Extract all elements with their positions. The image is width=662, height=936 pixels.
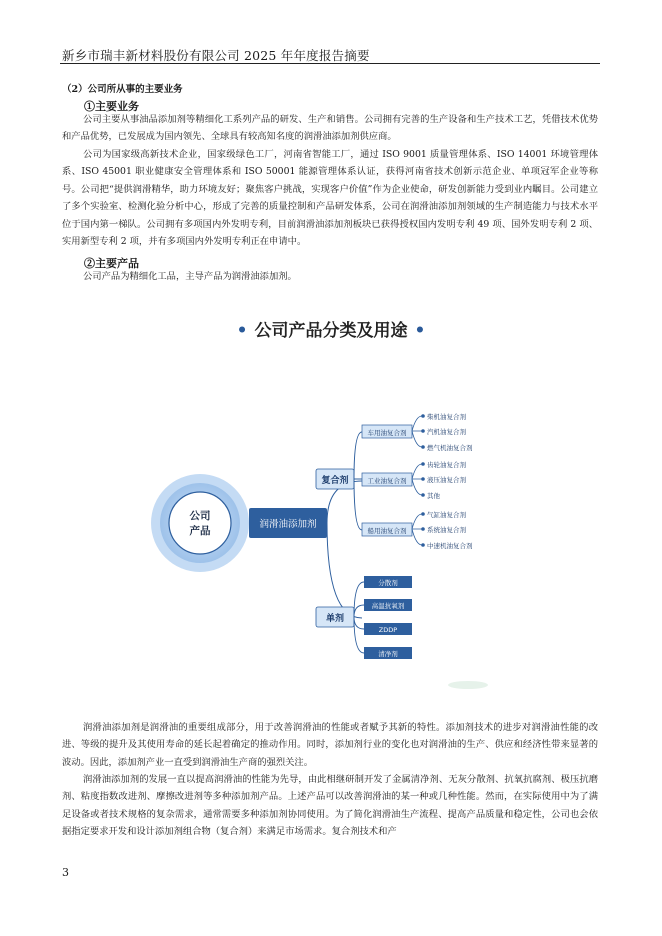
main-business-paragraph-2: 公司为国家级高新技术企业，国家级绿色工厂，河南省智能工厂，通过 ISO 9001 质量管理体系、ISO 14001 环境管理体系、ISO 45001 职业健康安全管理体系和 ISO 50001 能源管理体系认证，获得河南省技术创新示范企业、单项冠军企业等称号。公司把“提供润滑精华，助力环境友好；聚焦客户挑战，实现客户价值”作为企业使命，研发创新能力受到业内瞩目。公司建立了多个实验室、检测化验分析中心，形成了完善的质量控制和产品研发体系，公司在润滑油添加剂领域的生产制造能力与技术水平位于国内第一梯队。公司拥有多项国内外发明专利，目前润滑油添加剂板块已获得授权国内发明专利 49 项、国外发明专利 2 项、实用新型专利 2 项，并有多项国内外发明专利正在申请中。	[62, 149, 598, 248]
header-divider	[60, 63, 600, 64]
single-node-label: 单剂	[325, 614, 345, 624]
item-marine-3: 中速机油复合剂	[427, 542, 473, 550]
item-marine-1: 气缸油复合剂	[427, 511, 466, 519]
title-bullet-right: •	[414, 321, 426, 341]
single-item-3: ZDDP	[378, 626, 398, 634]
main-products-heading: ②主要产品	[84, 257, 139, 270]
connector-single-1	[354, 582, 364, 617]
single-item-4: 清净剂	[378, 650, 398, 658]
bullet-vehicle-1	[421, 414, 425, 418]
bullet-industrial-1	[421, 462, 425, 466]
bullet-marine-3	[421, 543, 425, 547]
diagram-title-text: 公司产品分类及用途	[254, 321, 408, 341]
bullet-industrial-2	[421, 477, 425, 481]
connector-single	[327, 523, 362, 618]
connector-single-4	[354, 617, 364, 653]
root-inner-circle	[169, 492, 231, 554]
bullet-industrial-3	[421, 493, 425, 497]
connector-single-3	[354, 617, 364, 629]
section-title: （2）公司所从事的主要业务	[62, 84, 183, 95]
compound-node-label: 复合剂	[321, 476, 349, 486]
bullet-marine-2	[421, 527, 425, 531]
single-item-1: 分散剂	[378, 579, 398, 587]
center-node-label: 润滑油添加剂	[259, 519, 317, 530]
item-vehicle-1: 柴机油复合剂	[427, 413, 466, 421]
group-label-industrial: 工业油复合剂	[367, 477, 407, 485]
connector-group-vehicle	[354, 432, 362, 479]
item-vehicle-2: 汽机油复合剂	[427, 428, 466, 436]
body-paragraph-4: 润滑油添加剂的发展一直以提高润滑油的性能为先导，由此相继研制开发了金属清净剂、无灰分散剂、抗氧抗腐剂、极压抗磨剂、粘度指数改进剂、摩擦改进剂等多种添加剂产品。上述产品可以改善润滑油的某一种或几种性能。然而，在实际使用中为了满足设备或者技术规格的复杂需求，通常需要多种添加剂协同使用。为了简化润滑油生产流程、提高产品质量和稳定性，公司也会依据指定要求开发和设计添加剂组合物（复合剂）来满足市场需求。复合剂技术和产	[62, 774, 598, 838]
item-vehicle-3: 燃气机油复合剂	[427, 444, 473, 452]
item-industrial-1: 齿轮油复合剂	[427, 461, 466, 469]
report-header: 新乡市瑞丰新材料股份有限公司 2025 年年度报告摘要	[62, 48, 370, 63]
connector-marine-items	[412, 514, 422, 545]
watermark-smudge	[448, 681, 488, 689]
main-products-paragraph: 公司产品为精细化工品，主导产品为润滑油添加剂。	[83, 271, 297, 282]
connector-group-marine	[354, 479, 362, 530]
item-industrial-2: 液压油复合剂	[427, 476, 466, 484]
item-industrial-3: 其他	[427, 492, 440, 500]
page-number: 3	[62, 866, 69, 879]
bullet-vehicle-3	[421, 445, 425, 449]
group-label-vehicle: 车用油复合剂	[367, 429, 407, 437]
main-business-paragraph-1: 公司主要从事油品添加剂等精细化工系列产品的研发、生产和销售。公司拥有完善的生产设备和生产技术工艺，凭借技术优势和产品优势，已发展成为国内领先、全球具有较高知名度的润滑油添加剂供应商。	[62, 114, 598, 143]
bullet-marine-1	[421, 512, 425, 516]
connector-vehicle-items	[412, 416, 422, 447]
group-label-marine: 船用油复合剂	[367, 527, 407, 535]
main-business-heading: ①主要业务	[84, 100, 139, 113]
diagram-title	[0, 316, 662, 341]
root-label-line-1: 公司	[189, 510, 211, 522]
root-label-line-2: 产品	[189, 525, 211, 537]
connector-single-2	[354, 605, 364, 617]
product-classification-diagram	[150, 395, 510, 695]
title-bullet-left: •	[236, 321, 248, 341]
single-item-2: 高温抗氧剂	[371, 602, 405, 610]
item-marine-2: 系统油复合剂	[427, 526, 466, 534]
connector-industrial-items	[412, 464, 422, 495]
body-paragraph-3: 润滑油添加剂是润滑油的重要组成部分，用于改善润滑油的性能或者赋予其新的特性。添加剂技术的进步对润滑油性能的改进、等级的提升及其使用寿命的延长起着确定的推动作用。同时，添加剂行业的变化也对润滑油的生产、供应和经济性带来显著的波动。因此，添加剂产业一直受到润滑油生产商的强烈关注。	[62, 722, 598, 768]
bullet-vehicle-2	[421, 429, 425, 433]
